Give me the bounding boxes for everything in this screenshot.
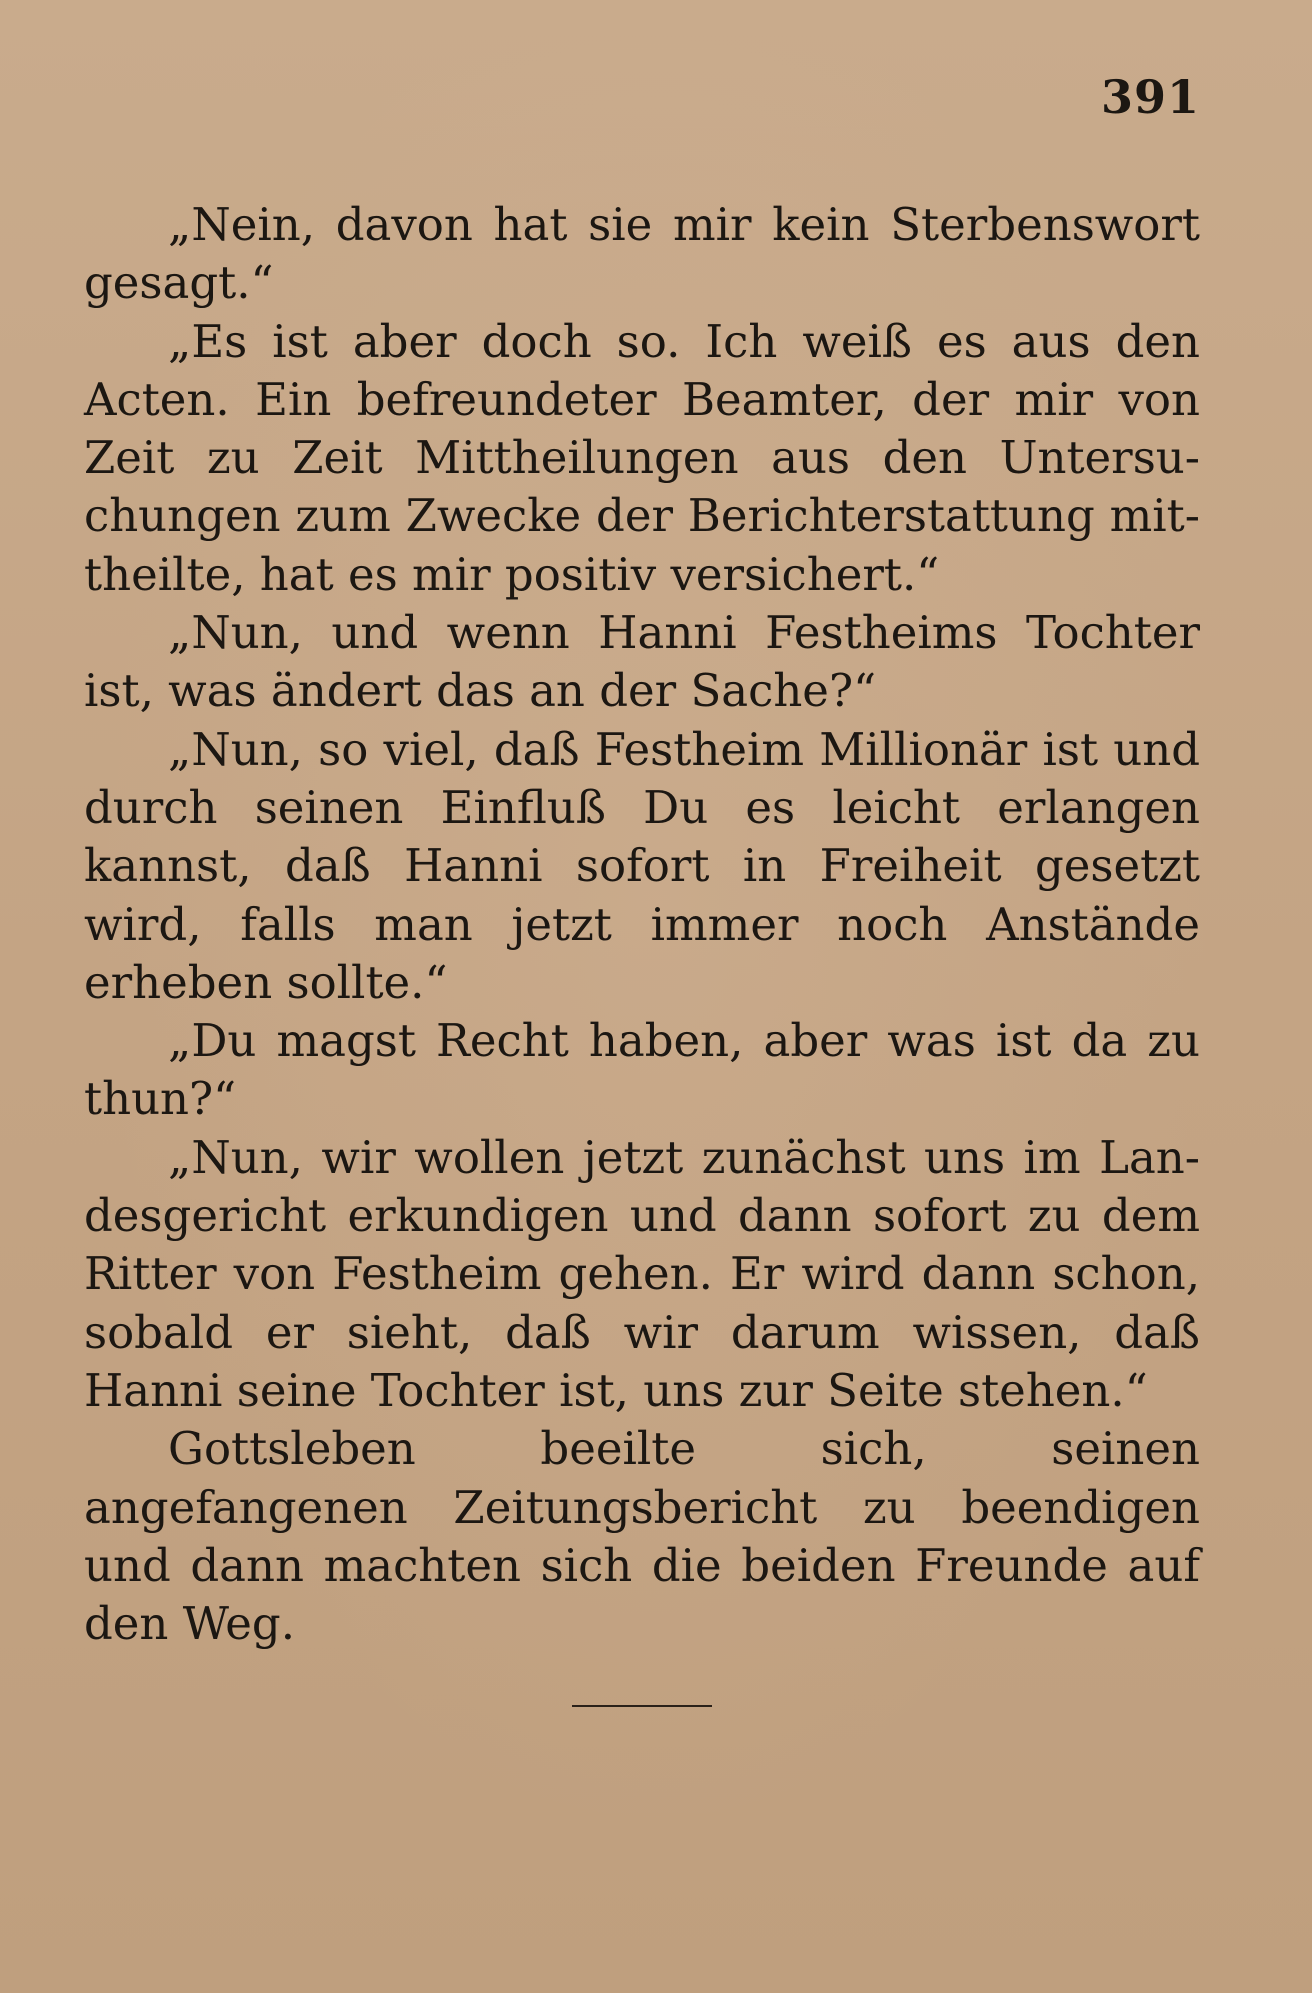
paragraph: „Es ist aber doch so. Ich weiß es aus den Acten. Ein befreundeter Beamter, der mir von Zeit zu Zeit Mittheilungen aus den Untersuchungen zum Zwecke der Berichterstattung mittheilte, hat es mir positiv versichert.“ (84, 314, 1200, 601)
paragraph: „Nein, davon hat sie mir kein Sterbenswort gesagt.“ (84, 198, 1200, 310)
body-text (84, 196, 1200, 1653)
section-divider (572, 1705, 712, 1707)
paragraph: „Nun, wir wollen jetzt zunächst uns im Landesgericht erkundigen und dann sofort zu dem Ritter von Festheim gehen. Er wird dann schon, sobald er sieht, daß wir darum wissen, daß Hanni seine Tochter ist, uns zur Seite stehen.“ (84, 1130, 1200, 1417)
paragraph: „Du magst Recht haben, aber was ist da zu thun?“ (84, 1014, 1200, 1126)
paragraph: „Nun, so viel, daß Festheim Millionär ist und durch seinen Einfluß Du es leicht erlangen kannst, daß Hanni sofort in Freiheit gesetzt wird, falls man jetzt immer noch Anstände erheben sollte.“ (84, 722, 1200, 1009)
paragraph: „Nun, und wenn Hanni Festheims Tochter ist, was ändert das an der Sache?“ (84, 606, 1200, 718)
paragraph: Gottsleben beeilte sich, seinen angefangenen Zeitungsbericht zu beendigen und dann machten sich die beiden Freunde auf den Weg. (84, 1422, 1200, 1651)
page-number: 391 (1100, 70, 1200, 124)
